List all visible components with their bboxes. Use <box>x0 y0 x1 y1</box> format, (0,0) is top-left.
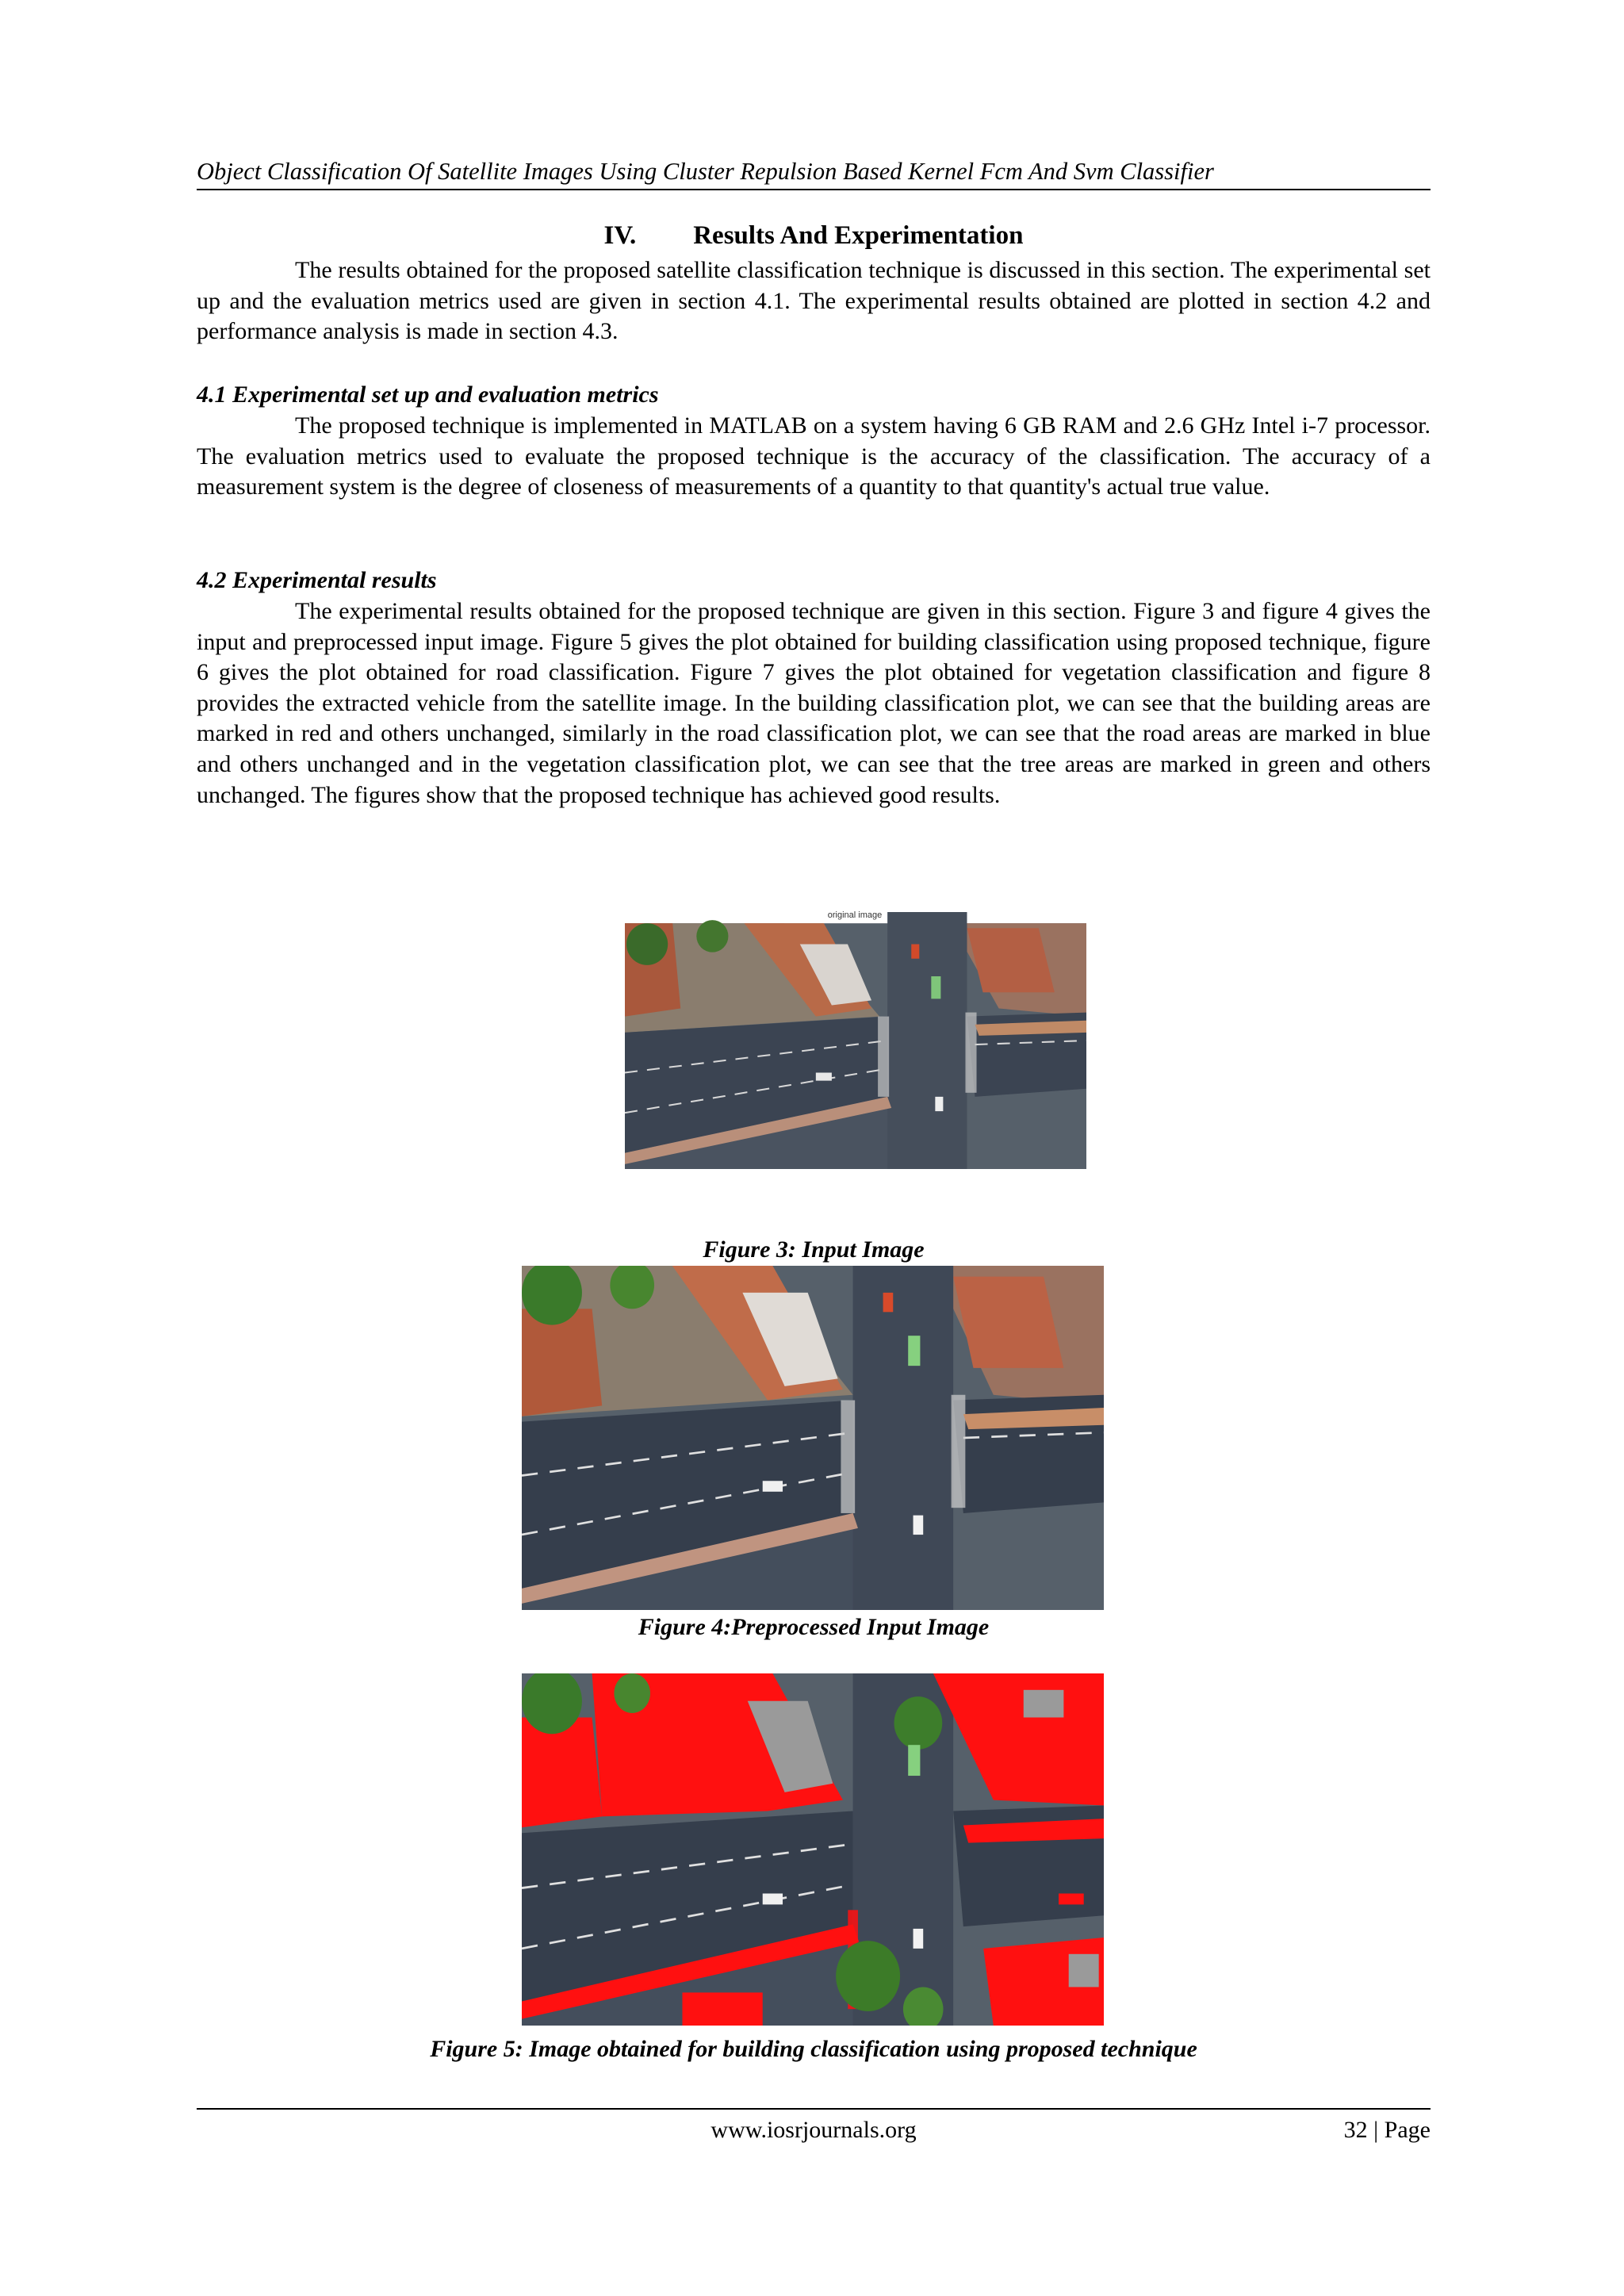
footer-rule <box>197 2108 1431 2110</box>
subsection-2-paragraph <box>197 596 1431 811</box>
subsection-1-heading: 4.1 Experimental set up and evaluation metrics <box>197 381 659 408</box>
figure-3-inner-title: original image <box>827 910 883 920</box>
figure-4-caption: Figure 4:Preprocessed Input Image <box>638 1614 990 1640</box>
figure-4-preprocessed-image <box>522 1266 1104 1610</box>
paper-page <box>197 0 1431 2296</box>
figure-5-building-classification-image <box>522 1673 1104 2026</box>
subsection-1-paragraph <box>197 411 1431 503</box>
section-title <box>197 217 1431 254</box>
subsection-1-text: The proposed technique is implemented in MATLAB on a system having 6 GB RAM and 2.6 GHz Intel i-7 processor. The evaluation metrics used to evaluate the proposed technique is the accuracy of the classification. The accuracy of a measurement system is the degree of closeness of measurements of a quantity to that quantity's actual true value. <box>197 412 1431 500</box>
section-intro-paragraph <box>197 255 1431 347</box>
figure-3-caption: Figure 3: Input Image <box>703 1236 925 1263</box>
footer-website: www.iosrjournals.org <box>710 2117 917 2143</box>
header-rule <box>197 189 1431 190</box>
footer-page-number: 32 | Page <box>1343 2117 1431 2143</box>
subsection-2-heading: 4.2 Experimental results <box>197 567 437 593</box>
running-header: Object Classification Of Satellite Images Using Cluster Repulsion Based Kernel Fcm And Svm Classifier <box>197 158 1214 185</box>
figure-5-caption: Figure 5: Image obtained for building classification using proposed technique <box>430 2036 1197 2062</box>
figure-3-input-image <box>625 912 1086 1169</box>
section-intro-text: The results obtained for the proposed satellite classification technique is discussed in this section. The experimental set up and the evaluation metrics used are given in section 4.1. The experimental results obtained are plotted in section 4.2 and performance analysis is made in section 4.3. <box>197 257 1431 345</box>
section-heading: Results And Experimentation <box>693 221 1024 250</box>
subsection-2-text: The experimental results obtained for the proposed technique are given in this section. Figure 3 and figure 4 gives the input and preprocessed input image. Figure 5 gives the plot obtained for building classification using proposed technique, figure 6 gives the plot obtained for road classification. Figure 7 gives the plot obtained for vegetation classification and figure 8 provides the extracted vehicle from the satellite image. In the building classification plot, we can see that the building areas are marked in red and others unchanged, similarly in the road classification plot, we can see that the road areas are marked in blue and others unchanged and in the vegetation classification plot, we can see that the tree areas are marked in green and others unchanged. The figures show that the proposed technique has achieved good results. <box>197 598 1431 808</box>
section-number: IV. <box>603 221 637 250</box>
